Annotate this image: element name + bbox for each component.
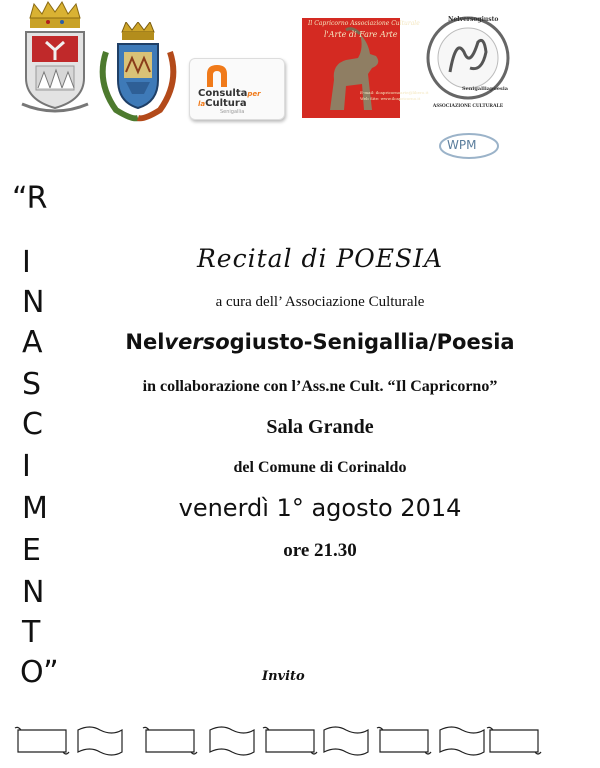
wreath-crest-logo — [92, 22, 184, 122]
venue-hall: Sala Grande — [266, 416, 374, 438]
vertical-letter: O” — [20, 655, 59, 690]
vertical-letter: S — [22, 367, 42, 402]
vertical-letter: M — [22, 491, 48, 526]
vertical-letter: E — [22, 533, 41, 568]
vertical-letter: C — [22, 407, 43, 442]
invitation-label: Invito — [262, 669, 305, 684]
wavy-banner-icon — [324, 727, 368, 755]
collaboration-line: in collaborazione con l’Ass.ne Cult. “Il Capricorno” — [142, 378, 498, 395]
event-title: Recital di POESIA — [196, 244, 444, 273]
vertical-letter: I — [22, 449, 31, 484]
nelversogiusto-logo — [420, 12, 516, 110]
vertical-letter: N — [22, 575, 45, 610]
wavy-banner-icon — [78, 727, 122, 755]
vertical-letter: I — [22, 245, 31, 280]
capricorno-tagline: l'Arte di Fare Arte — [324, 30, 398, 39]
nvg-bottom-text: Senigallia — [462, 86, 491, 92]
vertical-letter: A — [22, 325, 43, 360]
scroll-icon — [263, 727, 317, 754]
arch-icon — [204, 63, 230, 87]
organizer-intro: a cura dell’ Associazione Culturale — [215, 294, 425, 310]
capricorno-email: E-mail: ilcapricornoarte@libero.it — [360, 90, 429, 95]
capricorno-logo — [302, 18, 429, 118]
consulta-cultura-logo — [189, 58, 285, 120]
wavy-banner-icon — [210, 727, 254, 755]
scroll-border-decoration — [0, 722, 600, 762]
crest-logo — [20, 0, 90, 118]
consulta-label: Consultaper laCultura — [198, 88, 261, 109]
capricorno-web: Web Site: www.ilcapricorno.it — [360, 96, 421, 101]
nvg-association-label: ASSOCIAZIONE CULTURALE — [432, 104, 504, 109]
capricorno-arc-text: Il Capricorno Associazione Culturale — [308, 20, 420, 27]
event-time: ore 21.30 — [283, 540, 357, 561]
venue-town: del Comune di Corinaldo — [233, 459, 407, 476]
wpm-text: WPM — [447, 138, 477, 152]
nvg-bottom-text-2: poesia — [490, 86, 508, 92]
scroll-icon — [487, 727, 541, 754]
organizer-name: Nelversogiusto-Senigallia/Poesia — [125, 330, 515, 354]
vertical-letter: N — [22, 285, 45, 320]
scroll-icon — [377, 727, 431, 754]
scroll-icon — [143, 727, 197, 754]
nvg-top-text: Nelversogiusto — [448, 16, 499, 23]
vertical-letter: “R — [12, 181, 48, 216]
wpm-logo — [438, 132, 500, 160]
wavy-banner-icon — [440, 727, 484, 755]
scroll-icon — [15, 727, 69, 754]
vertical-letter: T — [22, 615, 41, 650]
event-date: venerdì 1° agosto 2014 — [178, 494, 462, 522]
consulta-sublabel: Senigallia — [220, 109, 245, 115]
